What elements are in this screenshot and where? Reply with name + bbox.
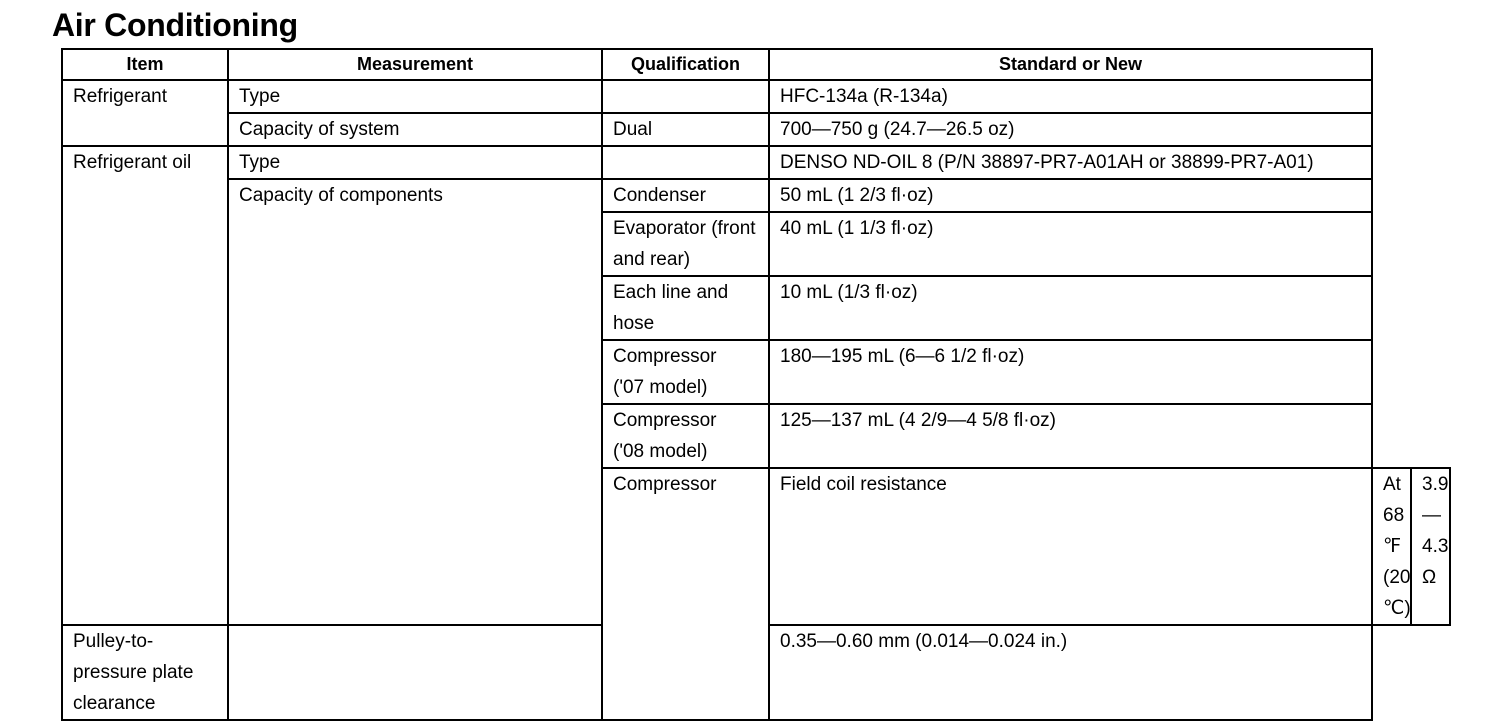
header-row (62, 49, 1450, 80)
column-header-standard: Standard or New (769, 49, 1372, 80)
measurement-cell: Pulley-to-pressure plate clearance (62, 625, 228, 720)
qualification-cell (602, 276, 769, 340)
item-cell-compressor: Compressor (602, 468, 769, 720)
qualification-cell (602, 340, 769, 404)
standard-cell: HFC-134a (R-134a) (769, 80, 1372, 113)
qualification-cell: Dual (602, 113, 769, 146)
item-cell-refrigerant-oil: Refrigerant oil (62, 146, 228, 625)
qualification-line: Evaporator (front (613, 218, 756, 239)
standard-cell: 180—195 mL (6—6 1/2 fl·oz) (769, 340, 1372, 404)
table-row (62, 80, 1450, 113)
standard-cell: DENSO ND-OIL 8 (P/N 38897-PR7-A01AH or 38899-PR7-A01) (769, 146, 1372, 179)
qualification-cell (602, 212, 769, 276)
measurement-cell: Capacity of system (228, 113, 602, 146)
qualification-line: and rear) (613, 249, 691, 270)
qualification-line: hose (613, 313, 655, 334)
measurement-cell: Field coil resistance (769, 468, 1372, 625)
qualification-cell (602, 80, 769, 113)
qualification-line: Compressor (613, 410, 717, 431)
table-row (62, 113, 1450, 146)
column-header-measurement: Measurement (228, 49, 602, 80)
standard-cell: 3.9 —4.3 Ω (1411, 468, 1450, 625)
standard-cell: 0.35—0.60 mm (0.014—0.024 in.) (769, 625, 1372, 720)
standard-cell: 50 mL (1 2/3 fl·oz) (769, 179, 1372, 212)
qualification-line: ('07 model) (613, 377, 708, 398)
qualification-cell: Condenser (602, 179, 769, 212)
qualification-cell (602, 146, 769, 179)
standard-cell: 10 mL (1/3 fl·oz) (769, 276, 1372, 340)
column-header-item: Item (62, 49, 228, 80)
measurement-cell: Type (228, 80, 602, 113)
qualification-line: ('08 model) (613, 441, 708, 462)
standard-cell: 700—750 g (24.7—26.5 oz) (769, 113, 1372, 146)
table-row (62, 146, 1450, 179)
table-row (62, 179, 1450, 212)
measurement-cell: Capacity of components (228, 179, 602, 625)
item-cell-refrigerant: Refrigerant (62, 80, 228, 146)
measurement-cell: Type (228, 146, 602, 179)
qualification-line: Each line and (613, 282, 729, 303)
qualification-cell (602, 404, 769, 468)
qualification-line: Compressor (613, 346, 717, 367)
specifications-table (61, 48, 1451, 721)
qualification-cell: At 68 ℉ (20 ℃) (1372, 468, 1411, 625)
page-title: Air Conditioning (52, 7, 298, 43)
standard-cell: 125—137 mL (4 2/9—4 5/8 fl·oz) (769, 404, 1372, 468)
qualification-cell (228, 625, 602, 720)
column-header-qualification: Qualification (602, 49, 769, 80)
standard-cell: 40 mL (1 1/3 fl·oz) (769, 212, 1372, 276)
